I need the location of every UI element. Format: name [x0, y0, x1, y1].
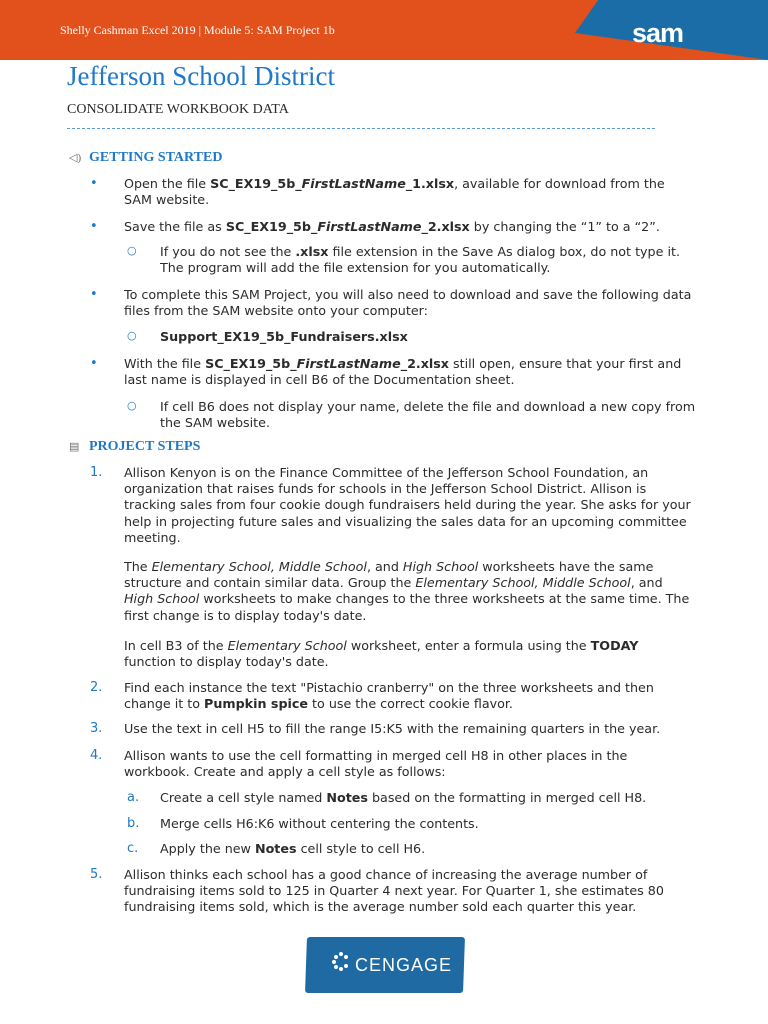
title-divider [67, 128, 655, 129]
bullet-icon: • [90, 356, 98, 371]
sheet-name: High School [124, 591, 200, 607]
step-number: 4. [90, 748, 103, 763]
step-number: 1. [90, 465, 103, 480]
steps-icon: ▤ [69, 441, 80, 453]
text: Apply the new [160, 841, 255, 856]
step-paragraph: Use the text in cell H5 to fill the range I5:K5 with the remaining quarters in the year. [124, 721, 661, 736]
list-item: If cell B6 does not display your name, delete the file and download a new copy from the SAM website. [160, 399, 696, 431]
sub-step [160, 841, 700, 857]
step-paragraph: Allison thinks each school has a good chance of increasing the average number of fundraising items sold to 125 in Quarter 4 next year. For Quarter 1, she estimates 80 fundraising items sold, which is the average number sold each quarter this year. [124, 867, 664, 915]
step-paragraph: Allison Kenyon is on the Finance Committee of the Jefferson School Foundation, an organization that raises funds for schools in the Jefferson School District. Allison is tracking sales from four cookie dough fundraisers held during the year. She asks for your help in projecting future sales and visualizing the sales data for an upcoming committee meeting. [124, 465, 691, 545]
filename-part: FirstLastName [317, 219, 422, 234]
support-file: Support_EX19_5b_Fundraisers.xlsx [160, 329, 408, 344]
project-steps-heading [69, 439, 200, 455]
sam-logo: sam [632, 18, 684, 48]
style-name: Notes [254, 841, 297, 856]
flavor-name: Pumpkin spice [204, 696, 309, 712]
text: Create a cell style named [160, 790, 327, 805]
text: , and [630, 575, 663, 591]
step-number: 5. [90, 867, 103, 882]
text: file extension in the Save As dialog box, do not type it. The program will add the file extension for you automatically. [160, 244, 680, 276]
text: based on the formatting in merged cell H8. [367, 790, 647, 805]
text: , available for download from the SAM website. [124, 176, 665, 208]
filename: SC_EX19_5b_ [205, 356, 297, 371]
text: function to display today's date. [124, 654, 329, 670]
sub-bullet-icon: ○ [127, 244, 137, 257]
step-paragraph: Allison wants to use the cell formatting in merged cell H8 in other places in the workbook. Create and apply a cell style as follows: [124, 748, 628, 780]
speaker-icon: ◁) [69, 152, 82, 164]
text: If you do not see the [160, 244, 296, 259]
filename-part: FirstLastName [301, 176, 406, 191]
sub-step [160, 790, 700, 806]
list-item [124, 176, 694, 208]
text: , and [366, 559, 403, 574]
sheet-names: Elementary School, Middle School [415, 575, 631, 591]
list-item [124, 219, 694, 235]
getting-started-label: GETTING STARTED [89, 150, 223, 165]
filename-ext: _1.xlsx [405, 176, 455, 191]
sub-step-letter: c. [127, 841, 139, 856]
list-item [124, 356, 694, 388]
sheet-names: Elementary School, Middle School [151, 559, 367, 574]
text: With the file [124, 356, 206, 371]
text: The [124, 559, 152, 574]
step-paragraph [124, 638, 694, 670]
sheet-name: High School [402, 559, 479, 574]
project-steps-label: PROJECT STEPS [89, 439, 201, 454]
step-number: 2. [90, 680, 103, 695]
sub-step: Merge cells H6:K6 without centering the contents. [160, 816, 479, 831]
text: still open, ensure that your first and last name is displayed in cell B6 of the Documentation sheet. [124, 356, 682, 388]
text: worksheets to make changes to the three worksheets at the same time. The first change is to display today's date. [124, 591, 690, 623]
text: Find each instance the text "Pistachio cranberry" on the three worksheets and then change it to [124, 680, 654, 712]
sub-bullet-icon: ○ [127, 399, 137, 412]
file-extension: .xlsx [295, 244, 329, 259]
text: In cell B3 of the [124, 638, 228, 653]
text: worksheets have the same structure and contain similar data. Group the [124, 559, 654, 591]
filename-ext: _2.xlsx [400, 356, 449, 371]
step-paragraph [124, 559, 694, 624]
bullet-icon: • [90, 287, 98, 302]
sub-step-letter: b. [127, 816, 140, 831]
filename-ext: _2.xlsx [421, 219, 470, 234]
page-title: Jefferson School District [67, 61, 335, 91]
cengage-wordmark: CENGAGE [355, 955, 453, 975]
list-item: To complete this SAM Project, you will also need to download and save the following data files from the SAM website onto your computer: [124, 287, 692, 319]
filename: SC_EX19_5b_ [225, 219, 318, 234]
bullet-icon: • [90, 176, 98, 191]
step-paragraph [124, 680, 694, 712]
filename: SC_EX19_5b_ [210, 176, 302, 191]
course-title: Shelly Cashman Excel 2019 | Module 5: SAM Project 1b [60, 23, 335, 37]
text: to use the correct cookie flavor. [308, 696, 513, 712]
sub-bullet-icon: ○ [127, 329, 137, 342]
text: Open the file [124, 176, 211, 191]
sheet-name: Elementary School [227, 638, 347, 653]
text: by changing the “1” to a “2”. [469, 219, 660, 234]
text: cell style to cell H6. [296, 841, 426, 856]
filename-part: FirstLastName [296, 356, 401, 371]
function-name: TODAY [590, 638, 639, 653]
sub-step-letter: a. [127, 790, 140, 805]
page-subtitle: CONSOLIDATE WORKBOOK DATA [67, 102, 289, 117]
list-item [160, 244, 700, 276]
text: worksheet, enter a formula using the [346, 638, 591, 653]
cengage-mark-icon [330, 950, 352, 972]
bullet-icon: • [90, 219, 98, 234]
getting-started-heading [69, 150, 222, 166]
style-name: Notes [326, 790, 368, 805]
header-banner [0, 0, 768, 60]
text: Save the file as [124, 219, 226, 234]
step-number: 3. [90, 721, 103, 736]
